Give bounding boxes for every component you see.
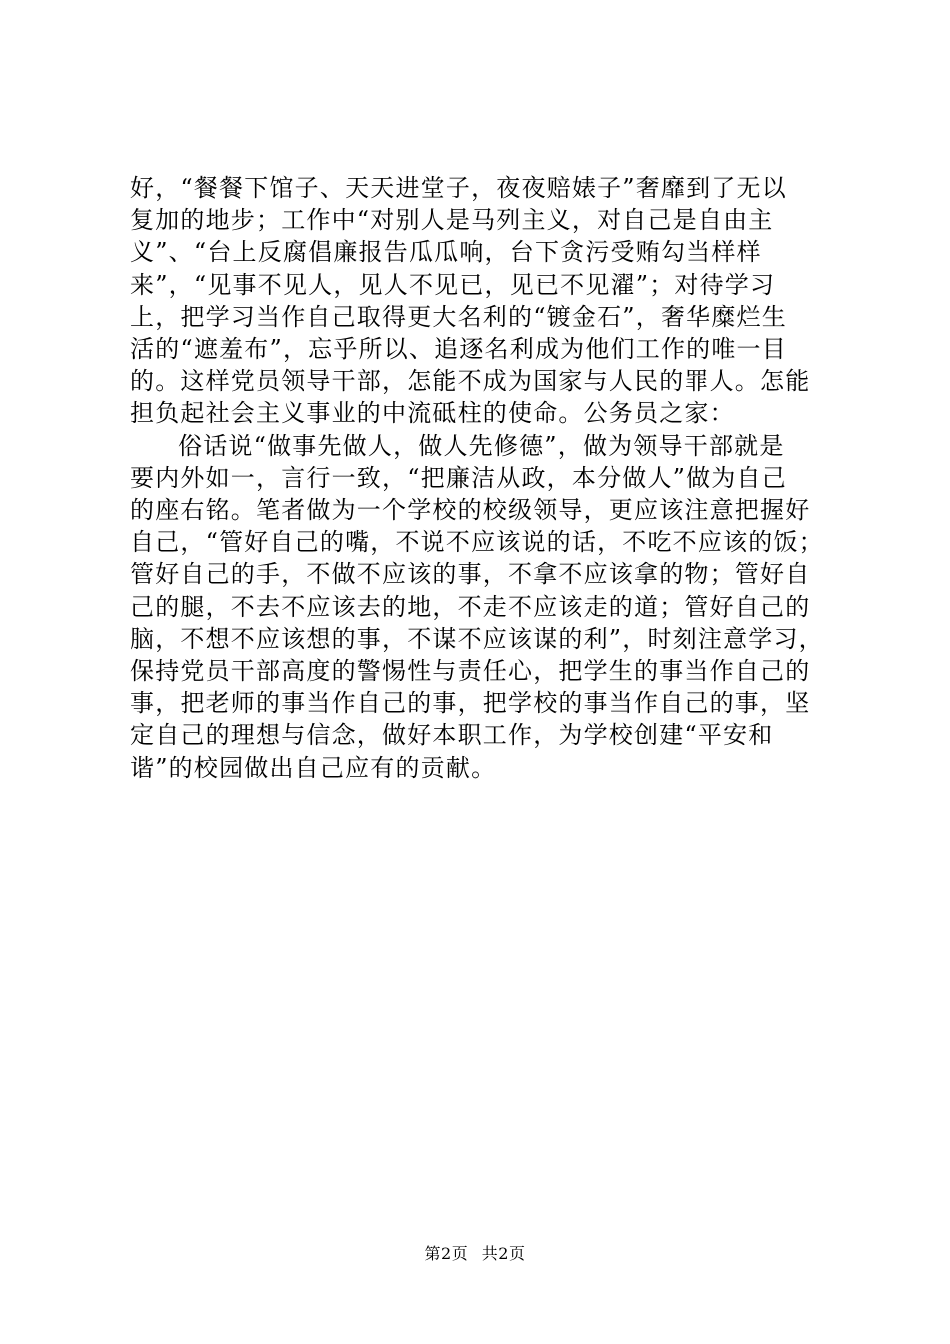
page-footer: [0, 1244, 950, 1264]
text-line: 上，把学习当作自己取得更大名利的“镀金石”，奢华糜烂生: [130, 302, 787, 331]
page-total: 共2页: [481, 1244, 526, 1263]
document-body: [130, 172, 835, 784]
text-line: 来”，“见事不见人，见人不见已，见已不见濯”；对待学习: [130, 270, 776, 299]
text-line: 定自己的理想与信念，做好本职工作，为学校创建“平安和: [130, 721, 774, 750]
text-line: 脑，不想不应该想的事，不谋不应该谋的利”，时刻注意学习，: [130, 624, 824, 653]
text-line: 复加的地步；工作中“对别人是马列主义，对自己是自由主: [130, 206, 774, 235]
text-line: 自己，“管好自己的嘴，不说不应该说的话，不吃不应该的饭；: [130, 528, 824, 557]
text-line: 管好自己的手，不做不应该的事，不拿不应该拿的物；管好自: [130, 560, 811, 589]
text-line: 的座右铭。笔者做为一个学校的校级领导，更应该注意把握好: [130, 496, 811, 525]
text-line: 活的“遮羞布”，忘乎所以、追逐名利成为他们工作的唯一目: [130, 335, 787, 364]
text-line: 担负起社会主义事业的中流砥柱的使命。公务员之家：: [130, 399, 735, 428]
text-line: 事，把老师的事当作自己的事，把学校的事当作自己的事，坚: [130, 689, 811, 718]
text-line: 保持党员干部高度的警惕性与责任心，把学生的事当作自己的: [130, 657, 811, 686]
text-line: 己的腿，不去不应该去的地，不走不应该走的道；管好自己的: [130, 592, 811, 621]
text-line: 要内外如一，言行一致，“把廉洁从政，本分做人”做为自己: [130, 463, 787, 492]
page-number: 第2页: [424, 1244, 469, 1263]
text-line: 谐”的校园做出自己应有的贡献。: [130, 753, 497, 782]
text-line: 义”、“台上反腐倡廉报告瓜瓜响，台下贪污受贿勾当样样: [130, 238, 762, 267]
text-line: 好，“餐餐下馆子、天天进堂子，夜夜赔婊子”奢靡到了无以: [130, 174, 787, 202]
paragraph-start-line: 俗话说“做事先做人，做人先修德”，做为领导干部就是: [178, 431, 785, 460]
text-line: 的。这样党员领导干部，怎能不成为国家与人民的罪人。怎能: [130, 367, 811, 396]
